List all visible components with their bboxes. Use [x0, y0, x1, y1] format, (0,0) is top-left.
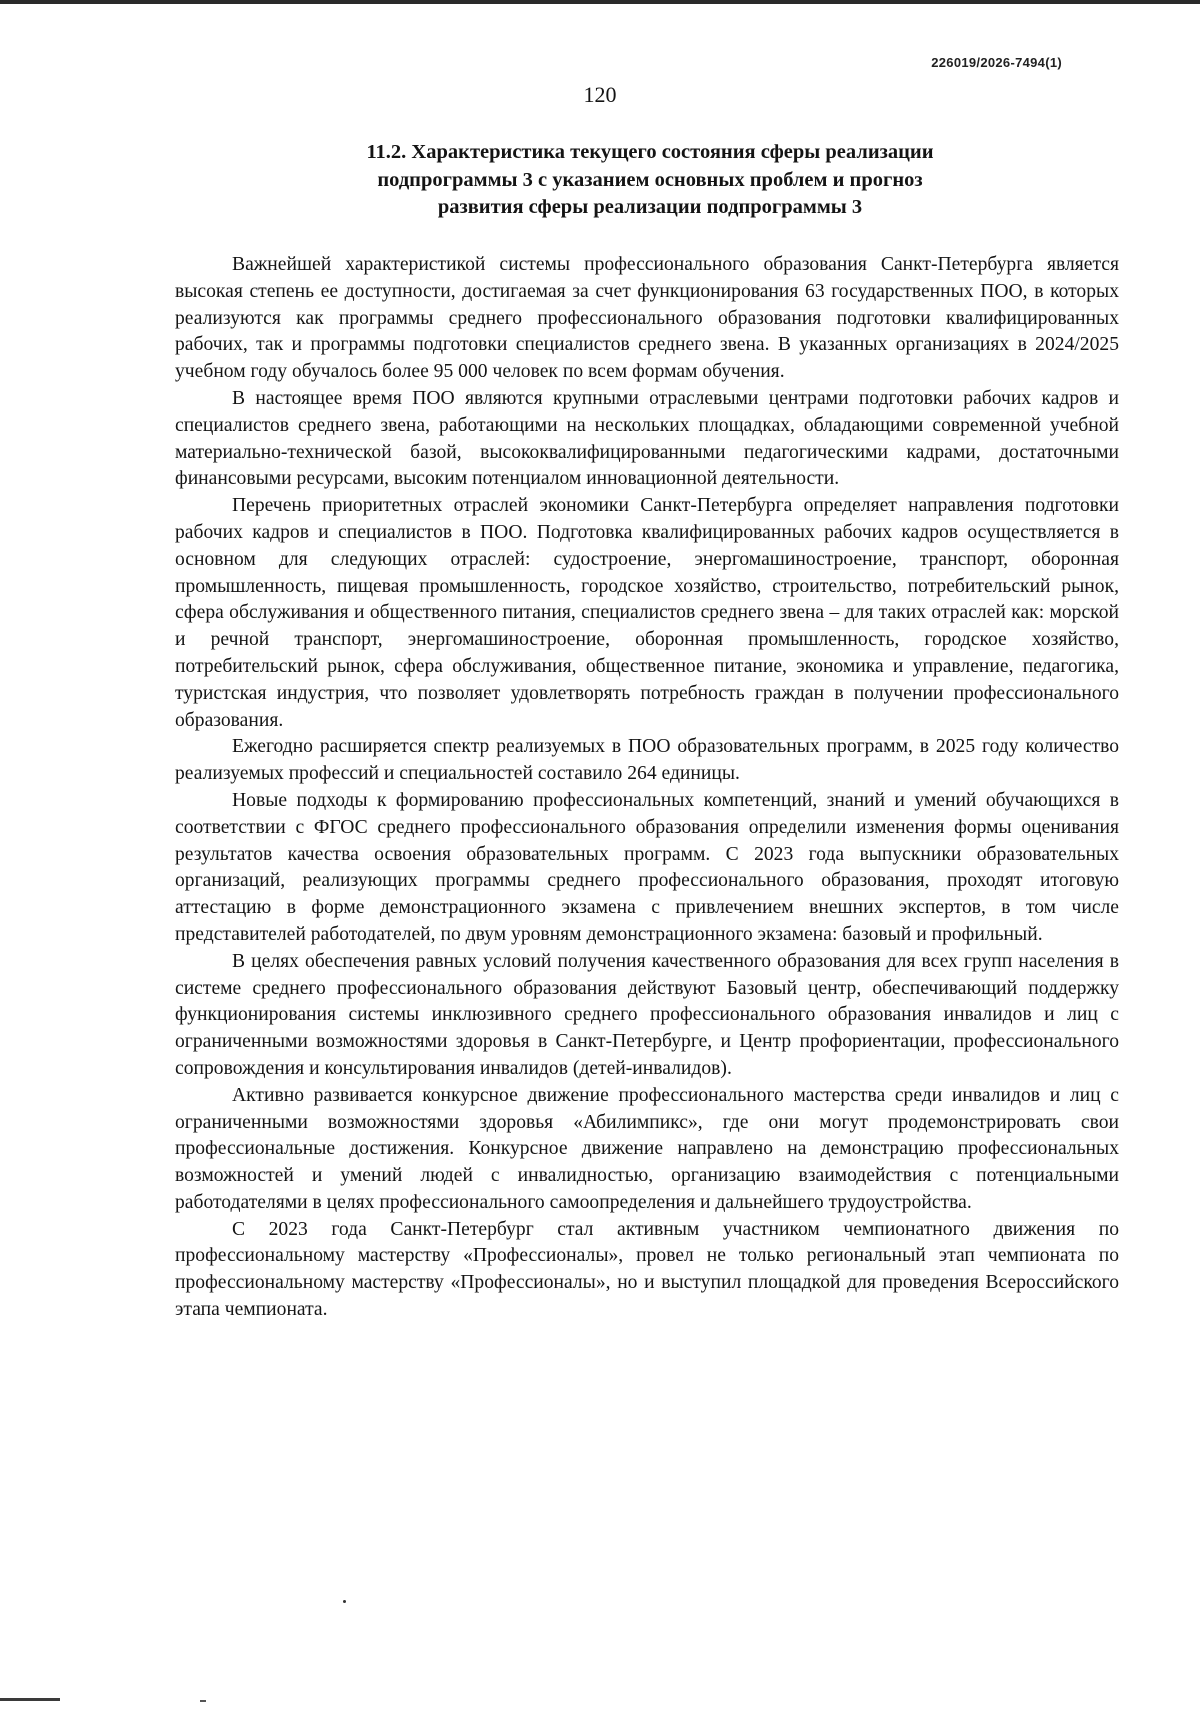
paragraph: Новые подходы к формированию профессиональных компетенций, знаний и умений обучающихся в соответствии с ФГОС среднего профессионального образования определили изменения формы оценивания результатов качества освоения образовательных программ. С 2023 года выпускники образовательных организаций, реализующих программы среднего профессионального образования, проходят итоговую аттестацию в форме демонстрационного экзамена с привлечением внешних экспертов, в том числе представителей работодателей, по двум уровням демонстрационного экзамена: базовый и профильный. — [175, 789, 1119, 945]
document-id: 226019/2026-7494(1) — [931, 55, 1062, 70]
scan-edge-top — [0, 0, 1200, 4]
section-heading-line: подпрограммы 3 с указанием основных проблем и прогноз — [377, 168, 923, 191]
body-text — [175, 252, 1119, 1324]
paragraph: В настоящее время ПОО являются крупными отраслевыми центрами подготовки рабочих кадров и специалистов среднего звена, работающими на нескольких площадках, обладающими современной учебной материально-технической базой, высококвалифицированными педагогическими кадрами, достаточными финансовыми ресурсами, высоким потенциалом инновационной деятельности. — [175, 387, 1119, 490]
scan-speck — [343, 1600, 346, 1603]
section-heading-line: 11.2. Характеристика текущего состояния сферы реализации — [366, 141, 934, 163]
paragraph: С 2023 года Санкт-Петербург стал активным участником чемпионатного движения по профессиональному мастерству «Профессионалы», провел не только региональный этап чемпионата по профессиональному мастерству «Профессионалы», но и выступил площадкой для проведения Всероссийского этапа чемпионата. — [175, 1218, 1119, 1321]
section-heading — [175, 139, 1125, 222]
paragraph: Важнейшей характеристикой системы профессионального образования Санкт-Петербурга является высокая степень ее доступности, достигаемая за счет функционирования 63 государственных ПОО, в которых реализуются как программы среднего профессионального образования подготовки квалифицированных рабочих, так и программы подготовки специалистов среднего звена. В указанных организациях в 2024/2025 учебном году обучалось более 95 000 человек по всем формам обучения. — [175, 254, 1119, 383]
scan-edge-bottom — [0, 1698, 60, 1701]
paragraph: Перечень приоритетных отраслей экономики Санкт-Петербурга определяет направления подготовки рабочих кадров и специалистов в ПОО. Подготовка квалифицированных рабочих кадров осуществляется в основном для следующих отраслей: судостроение, энергомашиностроение, транспорт, оборонная промышленность, пищевая промышленность, городское хозяйство, строительство, потребительский рынок, сфера обслуживания и общественного питания, специалистов среднего звена – для таких отраслей как: морской и речной транспорт, энергомашиностроение, оборонная промышленность, городское хозяйство, потребительский рынок, сфера обслуживания, общественное питание, экономика и управление, педагогика, туристская индустрия, что позволяет удовлетворять потребность граждан в получении профессионального образования. — [175, 495, 1119, 731]
scan-edge-bottom-mark — [200, 1700, 206, 1702]
section-heading-line: развития сферы реализации подпрограммы 3 — [437, 196, 863, 218]
paragraph: Ежегодно расширяется спектр реализуемых в ПОО образовательных программ, в 2025 году количество реализуемых профессий и специальностей составило 264 единицы. — [175, 736, 1119, 785]
paragraph: Активно развивается конкурсное движение профессионального мастерства среди инвалидов и лиц с ограниченными возможностями здоровья «Абилимпикс», где они могут продемонстрировать свои профессиональные достижения. Конкурсное движение направлено на демонстрацию профессиональных возможностей и умений людей с инвалидностью, организацию взаимодействия с потенциальными работодателями в целях профессионального самоопределения и дальнейшего трудоустройства. — [175, 1084, 1119, 1213]
page-number: 120 — [583, 82, 617, 107]
paragraph: В целях обеспечения равных условий получения качественного образования для всех групп населения в системе среднего профессионального образования действуют Базовый центр, обеспечивающий поддержку функционирования системы инклюзивного среднего профессионального образования инвалидов и лиц с ограниченными возможностями здоровья в Санкт-Петербурге, и Центр профориентации, профессионального сопровождения и консультирования инвалидов (детей-инвалидов). — [175, 950, 1119, 1079]
